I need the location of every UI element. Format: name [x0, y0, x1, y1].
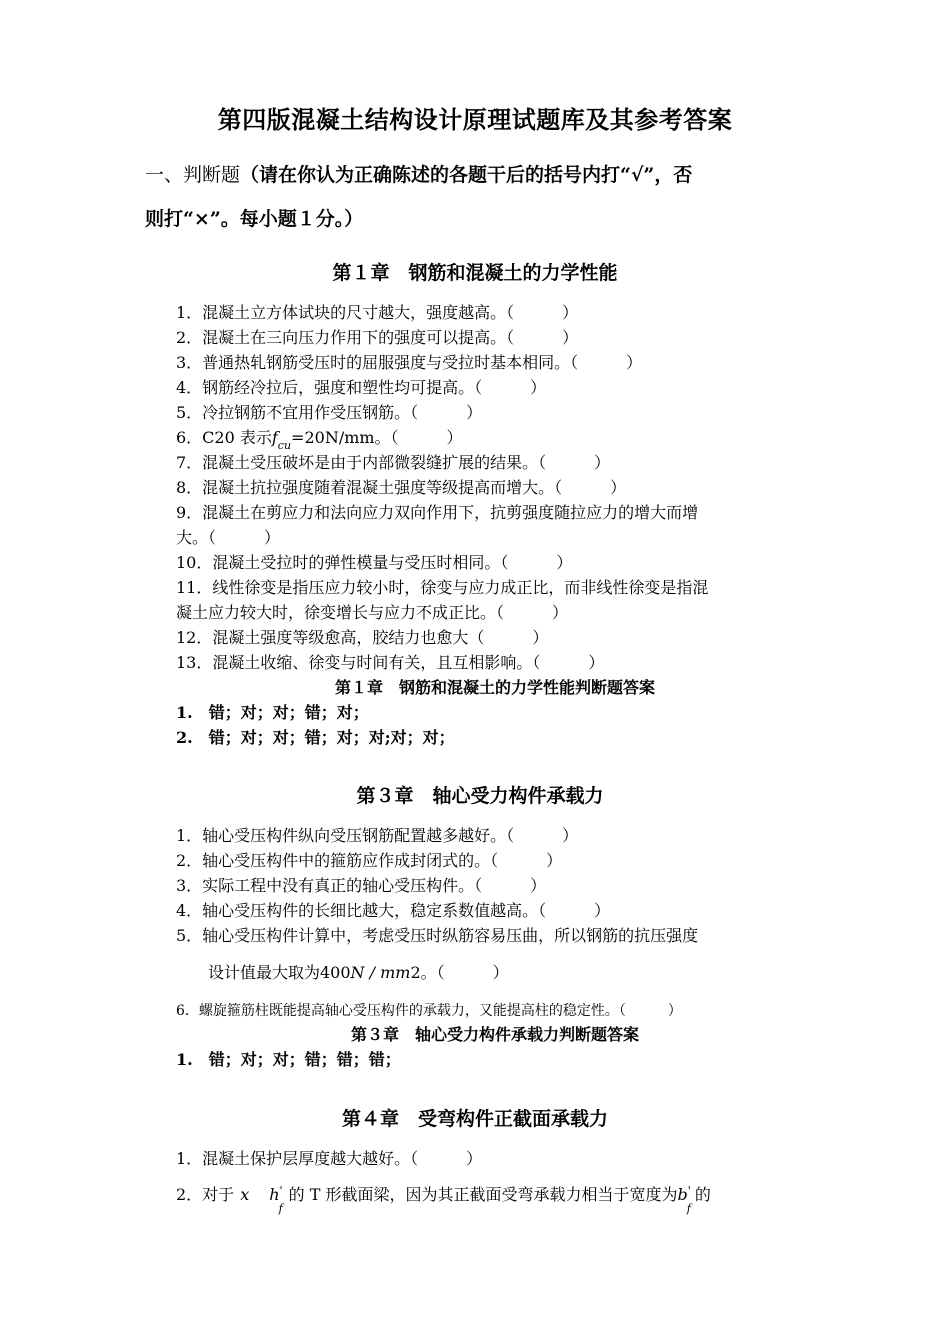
formula-unit: N / mm	[350, 963, 411, 982]
ch1-question-10: 10．混凝土受拉时的弹性模量与受压时相同。（ ）	[176, 553, 573, 572]
section-instruction-line1: （请在你认为正确陈述的各题干后的括号内打“√”，否	[240, 164, 693, 186]
formula-b: b	[677, 1185, 688, 1204]
ch1-question-13: 13．混凝土收缩、徐变与时间有关，且互相影响。（ ）	[176, 653, 605, 672]
ch1-question-11-line2: 凝土应力较大时，徐变增长与应力不成正比。（ ）	[176, 603, 569, 622]
ch3-answer-1: 1. 错；对；对；错；错；错；	[176, 1050, 401, 1069]
ch3-answer-title: 第３章 轴心受力构件承载力判断题答案	[350, 1025, 639, 1044]
ch1-question-3: 3．普通热轧钢筋受压时的屈服强度与受拉时基本相同。（ ）	[176, 353, 643, 372]
q2-middle: 的 T 形截面梁，因为其正截面受弯承载力相当于宽度为	[288, 1185, 678, 1204]
formula-b-sub-f: f	[686, 1202, 691, 1215]
ch1-answer-1: 1. 错；对；对；错；对；	[176, 703, 369, 722]
section-heading	[145, 160, 692, 187]
ch3-question-2: 2．轴心受压构件中的箍筋应作成封闭式的。（ ）	[176, 851, 563, 870]
ch1-question-7: 7．混凝土受压破坏是由于内部微裂缝扩展的结果。（ ）	[176, 453, 611, 472]
section-instruction-line2: 则打“×”。每小题１分。）	[145, 208, 364, 230]
formula-h-prime: '	[279, 1184, 283, 1197]
ch1-question-4: 4．钢筋经冷拉后，强度和塑性均可提高。（ ）	[176, 378, 547, 397]
q2-suffix: 的	[694, 1185, 711, 1204]
chapter-4-title: 第４章 受弯构件正截面承载力	[341, 1108, 608, 1130]
formula-b-prime: '	[687, 1184, 691, 1197]
ch4-question-1: 1．混凝土保护层厚度越大越好。（ ）	[176, 1149, 483, 1168]
q5-prefix: 设计值最大取为400	[208, 963, 351, 982]
ch1-question-8: 8．混凝土抗拉强度随着混凝土强度等级提高而增大。（ ）	[176, 478, 627, 497]
q6-suffix: =20N/mm。（ ）	[291, 428, 463, 447]
ch1-question-5: 5．冷拉钢筋不宜用作受压钢筋。（ ）	[176, 403, 483, 422]
ch1-question-6	[176, 425, 463, 452]
ch3-question-1: 1．轴心受压构件纵向受压钢筋配置越多越好。（ ）	[176, 826, 579, 845]
formula-sub-cu: cu	[277, 439, 292, 452]
q6-prefix: 6．C20 表示	[176, 428, 272, 447]
ch1-question-2: 2．混凝土在三向压力作用下的强度可以提高。（ ）	[176, 328, 579, 347]
q2-prefix: 2．对于	[176, 1185, 235, 1204]
ch3-question-6: 6．螺旋箍筋柱既能提高轴心受压构件的承载力，又能提高柱的稳定性。（ ）	[176, 1003, 682, 1019]
formula-x: x	[240, 1185, 250, 1204]
ch1-answer-2: 2. 错；对；对；错；对；对;对；对；	[176, 728, 455, 747]
ch3-question-3: 3．实际工程中没有真正的轴心受压构件。（ ）	[176, 876, 547, 895]
ch1-question-9-line2: 大。（ ）	[176, 528, 281, 547]
section-prefix: 一、判断题	[145, 164, 241, 186]
formula-h: h	[269, 1185, 280, 1204]
ch3-question-5-line2	[208, 960, 509, 983]
ch1-question-11-line1: 11．线性徐变是指压应力较小时，徐变与应力成正比，而非线性徐变是指混	[176, 578, 709, 597]
formula-f: f	[271, 428, 278, 447]
ch1-answer-title: 第１章 钢筋和混凝土的力学性能判断题答案	[334, 678, 655, 697]
chapter-3-title: 第３章 轴心受力构件承载力	[356, 785, 604, 807]
ch1-question-1: 1．混凝土立方体试块的尺寸越大，强度越高。（ ）	[176, 303, 579, 322]
ch1-question-9-line1: 9．混凝土在剪应力和法向应力双向作用下，抗剪强度随拉应力的增大而增	[176, 503, 699, 522]
chapter-1-title: 第１章 钢筋和混凝土的力学性能	[332, 262, 618, 284]
ch3-question-5-line1: 5．轴心受压构件计算中，考虑受压时纵筋容易压曲，所以钢筋的抗压强度	[176, 926, 699, 945]
ch3-question-4: 4．轴心受压构件的长细比越大，稳定系数值越高。（ ）	[176, 901, 611, 920]
q5-suffix: 2。（ ）	[410, 963, 509, 982]
formula-h-sub-f: f	[278, 1202, 283, 1215]
document-title: 第四版混凝土结构设计原理试题库及其参考答案	[217, 105, 733, 134]
ch4-question-2	[176, 1182, 711, 1215]
ch1-question-12: 12．混凝土强度等级愈高，胶结力也愈大（ ）	[176, 628, 549, 647]
